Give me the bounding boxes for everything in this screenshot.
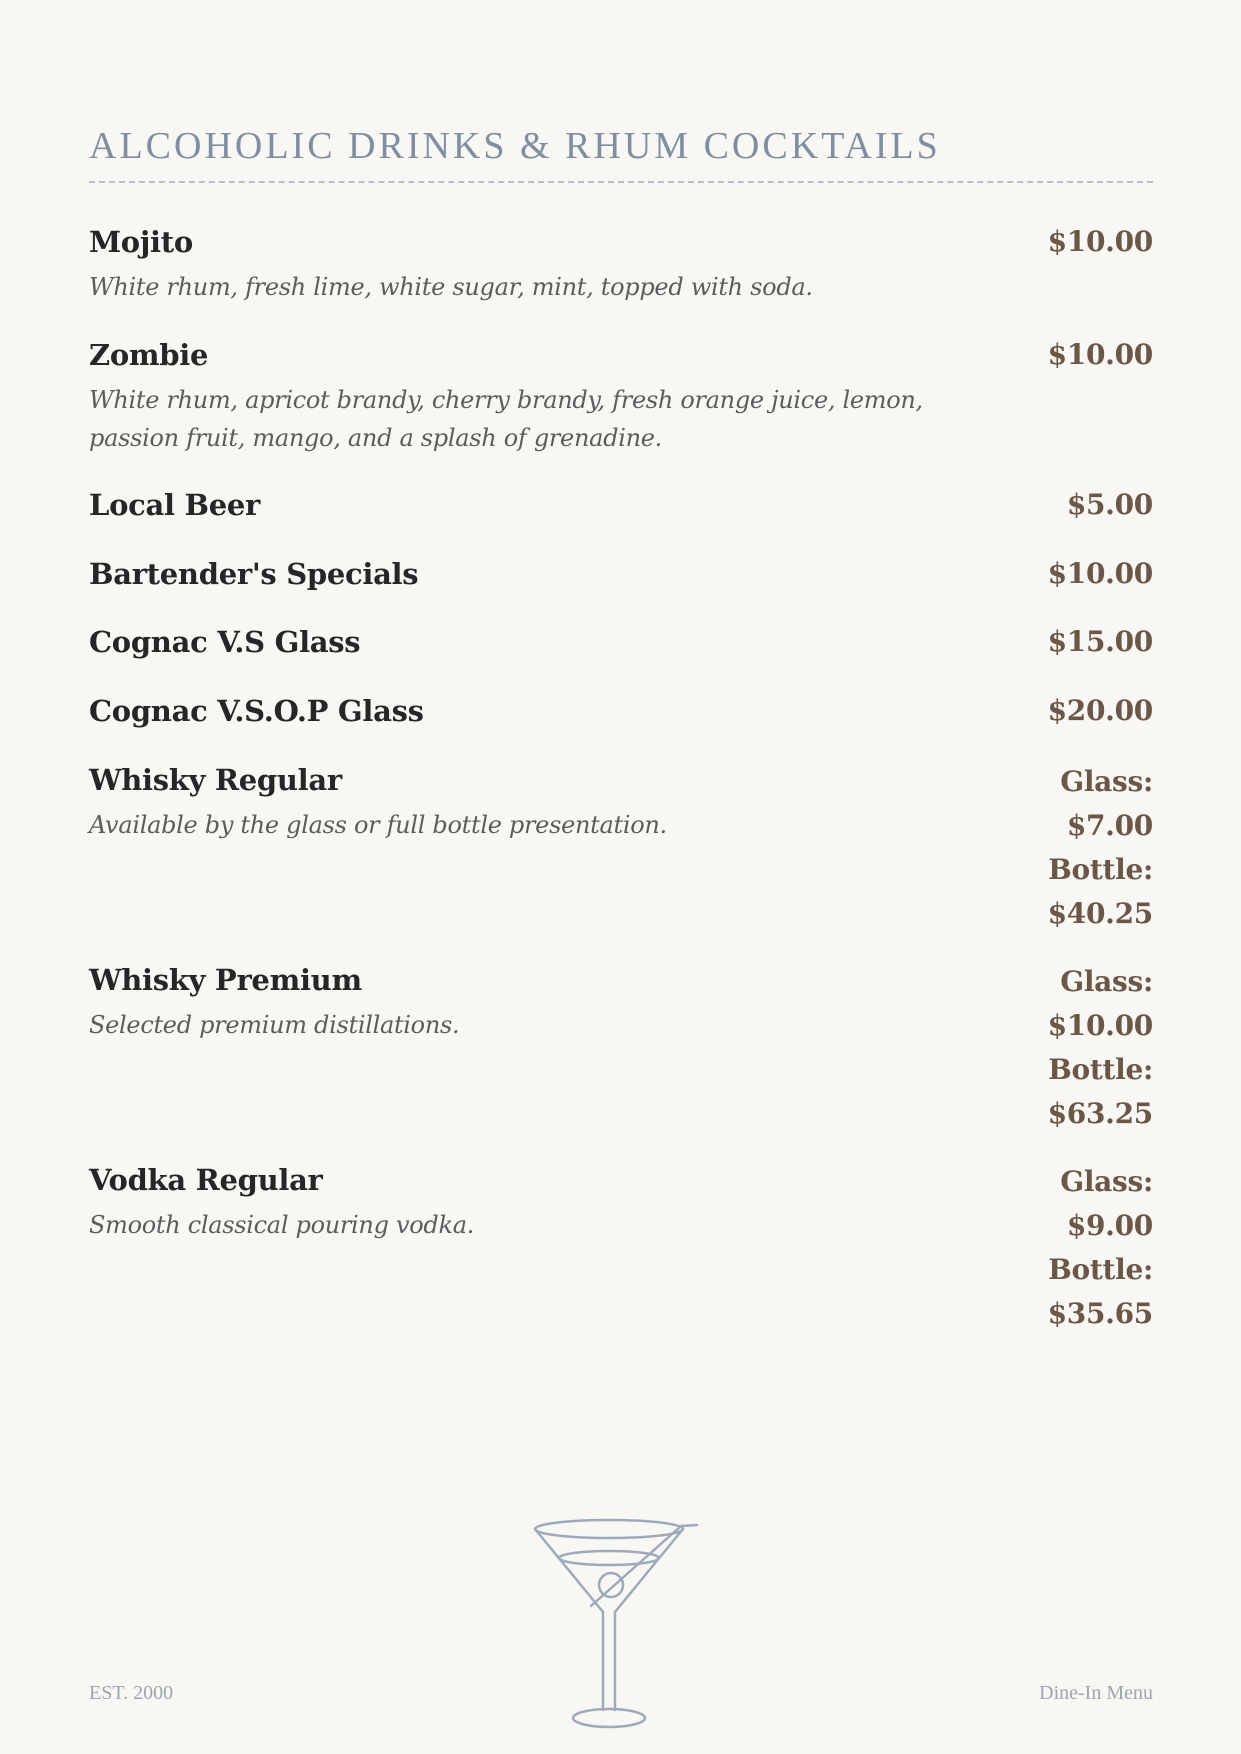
item-description: Selected premium distillations. [89, 1011, 460, 1039]
item-description: White rhum, fresh lime, white sugar, mint, topped with soda. [89, 273, 813, 301]
item-name: Whisky Premium [89, 963, 362, 997]
price-stack [1048, 760, 1153, 936]
item-name: Mojito [89, 225, 193, 259]
item-name: Whisky Regular [89, 763, 342, 797]
bottle-label: Bottle: [1048, 853, 1153, 886]
bottle-price: $35.65 [1047, 1297, 1153, 1330]
bottle-price: $40.25 [1047, 897, 1153, 930]
footer-established: EST. 2000 [89, 1682, 174, 1704]
item-name: Vodka Regular [89, 1163, 323, 1197]
item-price: $10.00 [1047, 225, 1153, 258]
item-price: $20.00 [1047, 694, 1153, 727]
item-name: Bartender's Specials [89, 557, 419, 591]
section-title: ALCOHOLIC DRINKS & RHUM COCKTAILS [89, 125, 941, 167]
glass-label: Glass: [1060, 1165, 1153, 1198]
glass-label: Glass: [1060, 965, 1153, 998]
item-description: White rhum, apricot brandy, cherry brandy, fresh orange juice, lemon, passion fruit, mango, and a splash of grenadine. [89, 386, 923, 452]
price-stack [1048, 960, 1153, 1136]
footer-menu-label: Dine-In Menu [1039, 1682, 1153, 1704]
item-description: Smooth classical pouring vodka. [89, 1211, 475, 1239]
menu-page [89, 0, 1153, 1754]
glass-price: $9.00 [1066, 1209, 1153, 1242]
glass-label: Glass: [1060, 765, 1153, 798]
item-price: $5.00 [1066, 488, 1153, 521]
item-name: Local Beer [89, 488, 260, 522]
glass-price: $7.00 [1066, 809, 1153, 842]
dashed-divider [89, 181, 1153, 183]
item-name: Cognac V.S Glass [89, 625, 361, 659]
item-price: $10.00 [1047, 557, 1153, 590]
bottle-label: Bottle: [1048, 1053, 1153, 1086]
item-price: $15.00 [1047, 625, 1153, 658]
martini-glass-icon [531, 1510, 721, 1730]
bottle-label: Bottle: [1048, 1253, 1153, 1286]
item-name: Zombie [89, 338, 209, 372]
glass-price: $10.00 [1047, 1009, 1153, 1042]
item-description: Available by the glass or full bottle presentation. [89, 811, 667, 839]
item-price: $10.00 [1047, 338, 1153, 371]
price-stack [1048, 1160, 1153, 1336]
bottle-price: $63.25 [1047, 1097, 1153, 1130]
item-name: Cognac V.S.O.P Glass [89, 694, 424, 728]
